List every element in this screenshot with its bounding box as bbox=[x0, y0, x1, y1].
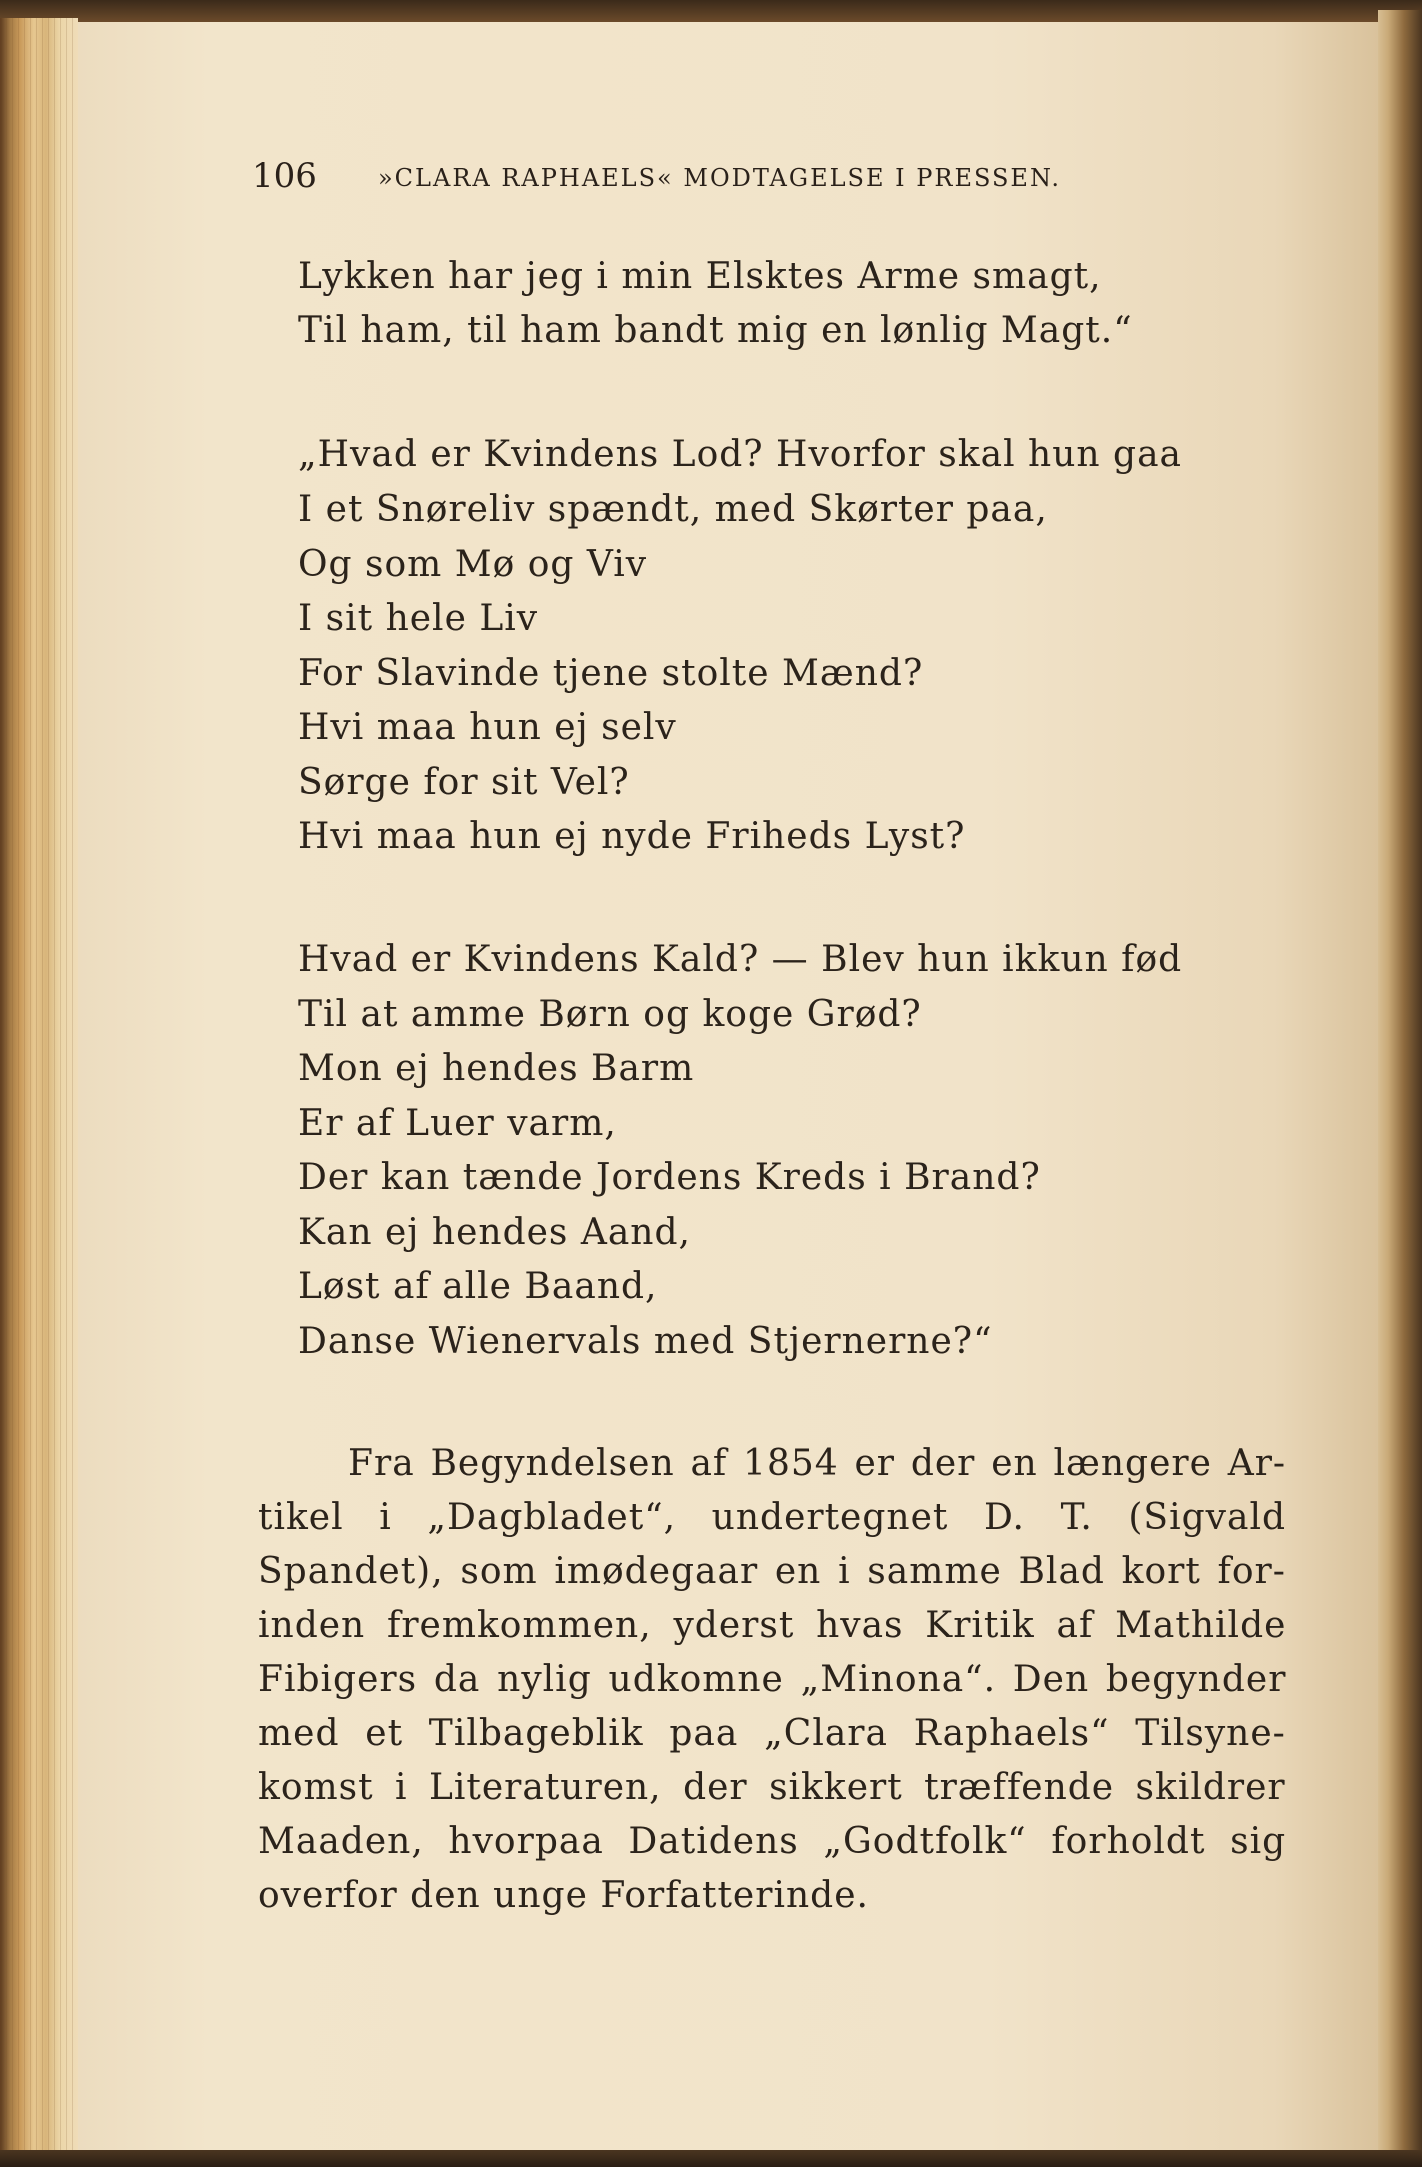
paragraph-line: tikel i „Dagbladet“, undertegnet D. T. (Sigvald bbox=[258, 1497, 1287, 1538]
book-top-edge bbox=[0, 0, 1422, 22]
poem-line: For Slavinde tjene stolte Mænd? bbox=[298, 653, 924, 694]
poem-line: „Hvad er Kvindens Lod? Hvorfor skal hun gaa bbox=[298, 434, 1182, 475]
page-number: 106 bbox=[252, 156, 317, 196]
poem-line: I sit hele Liv bbox=[298, 598, 539, 639]
paragraph-line: Maaden, hvorpaa Datidens „Godtfolk“ forholdt sig bbox=[258, 1821, 1287, 1862]
paragraph-line: inden fremkommen, yderst hvas Kritik af Mathilde bbox=[258, 1605, 1287, 1646]
spine-page-edges bbox=[0, 18, 78, 2158]
paragraph-line: Fibigers da nylig udkomne „Minona“. Den begynder bbox=[258, 1659, 1287, 1700]
running-title: »CLARA RAPHAELS« MODTAGELSE I PRESSEN. bbox=[378, 164, 1062, 192]
paragraph-line: med et Tilbageblik paa „Clara Raphaels“ Tilsyne- bbox=[258, 1713, 1286, 1754]
poem-line: Mon ej hendes Barm bbox=[298, 1048, 695, 1089]
poem-line: Hvad er Kvindens Kald? — Blev hun ikkun fød bbox=[298, 939, 1183, 980]
poem-line: Til at amme Børn og koge Grød? bbox=[298, 994, 922, 1035]
paragraph-line: Spandet), som imødegaar en i samme Blad kort for- bbox=[258, 1551, 1286, 1592]
paragraph-line: overfor den unge Forfatterinde. bbox=[258, 1875, 869, 1916]
poem-line: Der kan tænde Jordens Kreds i Brand? bbox=[298, 1157, 1041, 1198]
poem-line: Og som Mø og Viv bbox=[298, 544, 648, 585]
poem-line: Sørge for sit Vel? bbox=[298, 762, 630, 803]
poem-line: Til ham, til ham bandt mig en lønlig Magt.“ bbox=[298, 310, 1133, 351]
poem-line: Hvi maa hun ej selv bbox=[298, 707, 677, 748]
poem-line: Er af Luer varm, bbox=[298, 1103, 617, 1144]
poem-line: Lykken har jeg i min Elsktes Arme smagt, bbox=[298, 256, 1102, 297]
poem-line: Danse Wienervals med Stjernerne?“ bbox=[298, 1321, 993, 1362]
poem-line: Kan ej hendes Aand, bbox=[298, 1212, 691, 1253]
book-bottom-edge bbox=[0, 2150, 1422, 2167]
poem-line: I et Snøreliv spændt, med Skørter paa, bbox=[298, 489, 1048, 530]
paragraph-line: Fra Begyndelsen af 1854 er der en længere Ar- bbox=[348, 1443, 1287, 1484]
paragraph-line: komst i Literaturen, der sikkert træffende skildrer bbox=[258, 1767, 1286, 1808]
book-fore-edge bbox=[1378, 10, 1422, 2160]
poem-line: Hvi maa hun ej nyde Friheds Lyst? bbox=[298, 816, 966, 857]
poem-line: Løst af alle Baand, bbox=[298, 1266, 658, 1307]
